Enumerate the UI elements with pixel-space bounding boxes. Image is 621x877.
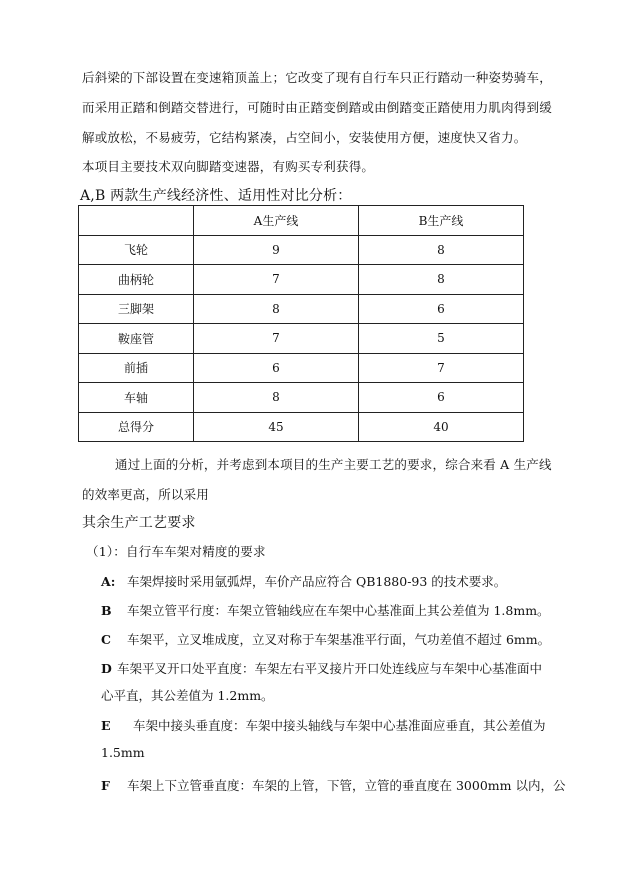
table-cell: 6 <box>359 383 524 413</box>
requirement-text: 车架立管平行度：车架立管轴线应在车架中心基准面上其公差值为 1.8mm。 <box>126 603 550 618</box>
subsection-title: （1）：自行车车架对精度的要求 <box>86 544 266 559</box>
section-title: 其余生产工艺要求 <box>82 515 196 531</box>
table-cell: 车轴 <box>79 383 194 413</box>
table-row <box>79 383 524 413</box>
requirement-d-continued: 心平直，其公差值为 1.2mm。 <box>101 688 274 703</box>
paragraph-line: 后斜梁的下部设置在变速箱顶盖上；它改变了现有自行车只正行踏动一种姿势骑车， <box>82 70 552 85</box>
conclusion-line: 通过上面的分析，并考虑到本项目的生产主要工艺的要求，综合来看 A 生产线 <box>115 457 552 472</box>
table-cell: 5 <box>359 324 524 354</box>
table-cell: 40 <box>359 412 524 442</box>
table-header-cell: A生产线 <box>194 206 359 236</box>
table-cell: 7 <box>194 324 359 354</box>
table-cell: 7 <box>194 265 359 295</box>
table-header-cell: B生产线 <box>359 206 524 236</box>
table-cell: 曲柄轮 <box>79 265 194 295</box>
table-cell: 鞍座管 <box>79 324 194 354</box>
table-cell: 8 <box>194 294 359 324</box>
table-title: A,B 两款生产线经济性、适用性对比分析： <box>80 188 352 204</box>
paragraph-line: 解或放松，不易疲劳，它结构紧凑，占空间小，安装使用方便，速度快又省力。 <box>82 130 527 145</box>
table-cell: 飞轮 <box>79 235 194 265</box>
table-cell: 6 <box>359 294 524 324</box>
requirement-key: D <box>101 661 112 676</box>
table-row <box>79 412 524 442</box>
table-row <box>79 265 524 295</box>
table-cell: 前插 <box>79 353 194 383</box>
requirement-key: C <box>101 632 111 647</box>
table-cell: 45 <box>194 412 359 442</box>
requirement-key: B <box>101 603 112 618</box>
table-cell: 8 <box>359 235 524 265</box>
comparison-table <box>78 205 524 442</box>
requirement-text: 车架焊接时采用氩弧焊，车价产品应符合 QB1880-93 的技术要求。 <box>126 574 507 589</box>
table-header-row <box>79 206 524 236</box>
table-row <box>79 353 524 383</box>
table-cell: 8 <box>359 265 524 295</box>
requirement-key: E <box>101 718 111 733</box>
requirement-f <box>101 776 565 794</box>
table-cell: 7 <box>359 353 524 383</box>
requirement-e-continued: 1.5mm <box>101 745 145 760</box>
requirement-text: 车架上下立管垂直度：车架的上管，下管，立管的垂直度在 3000mm 以内，公 <box>126 778 566 793</box>
table-cell: 三脚架 <box>79 294 194 324</box>
paragraph-line: 本项目主要技术双向脚踏变速器，有购买专利获得。 <box>82 159 375 174</box>
paragraph-line: 而采用正踏和倒踏交替进行，可随时由正踏变倒踏或由倒踏变正踏使用力肌肉得到缓 <box>82 100 552 115</box>
table-cell: 6 <box>194 353 359 383</box>
requirement-d <box>101 659 542 677</box>
requirement-c <box>101 630 550 648</box>
table-row <box>79 294 524 324</box>
table-cell: 9 <box>194 235 359 265</box>
requirement-key: F <box>101 778 110 793</box>
table-cell: 总得分 <box>79 412 194 442</box>
requirement-key: A: <box>101 574 116 589</box>
table-cell: 8 <box>194 383 359 413</box>
table-header-cell <box>79 206 194 236</box>
table-row <box>79 235 524 265</box>
table-row <box>79 324 524 354</box>
requirement-a <box>101 572 506 590</box>
requirement-text: 车架中接头垂直度：车架中接头轴线与车架中心基准面应垂直，其公差值为 <box>132 718 546 733</box>
requirement-text: 车架平叉开口处平直度：车架左右平叉接片开口处连线应与车架中心基准面中 <box>116 661 542 676</box>
conclusion-line: 的效率更高，所以采用 <box>82 487 210 502</box>
requirement-b <box>101 601 550 619</box>
requirement-text: 车架平，立叉堆成度，立叉对称于车架基准平行面，气功差值不超过 6mm。 <box>126 632 551 647</box>
requirement-e <box>101 716 546 734</box>
